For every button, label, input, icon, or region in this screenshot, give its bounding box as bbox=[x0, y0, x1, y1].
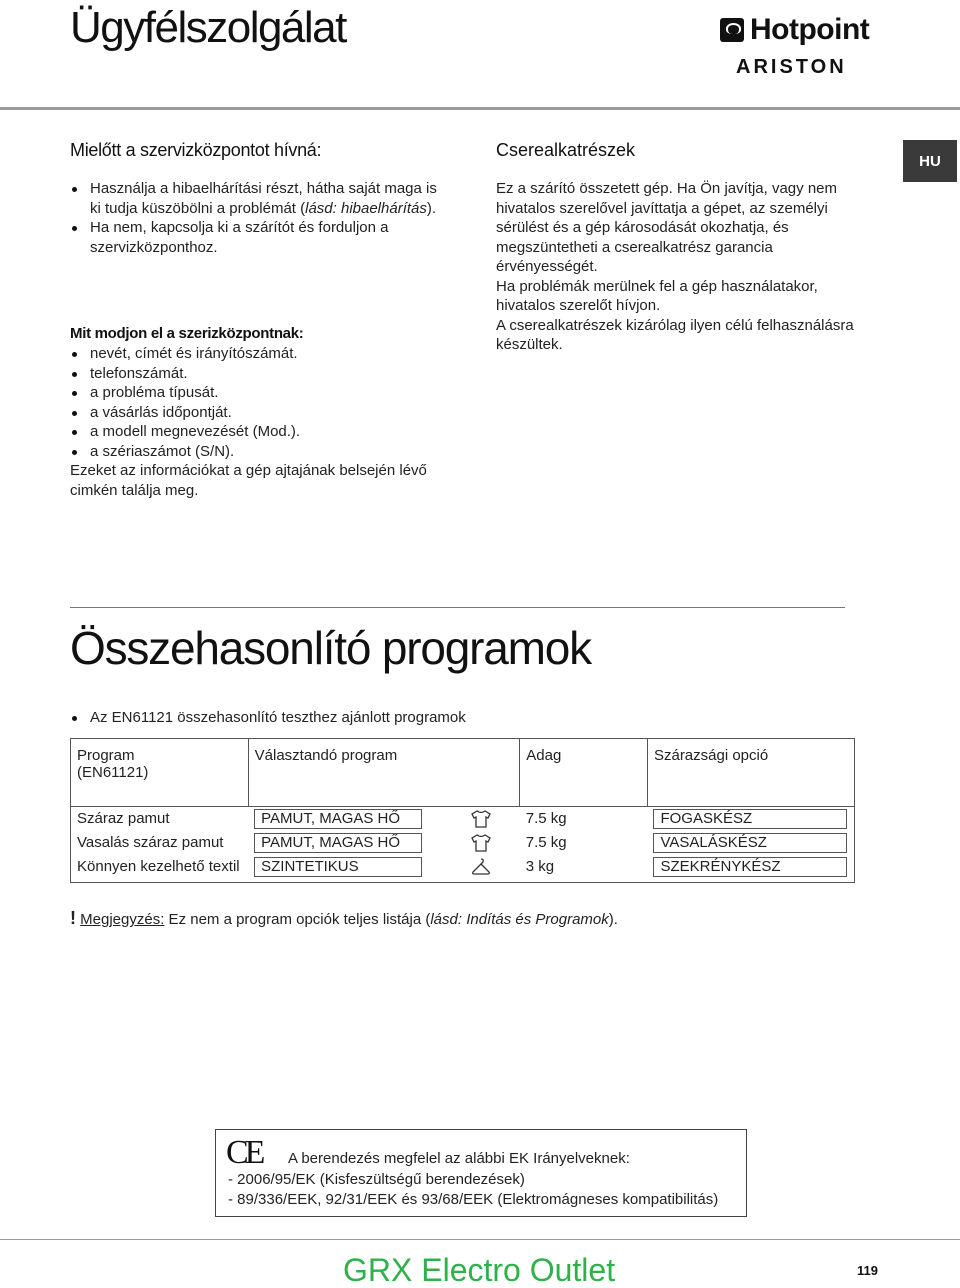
list-item: Az EN61121 összehasonlító teszthez ajánlott programok bbox=[70, 708, 670, 728]
dry-option-cell: SZEKRÉNYKÉSZ bbox=[653, 857, 847, 877]
list-item: a szériaszámot (S/N). bbox=[70, 442, 460, 462]
select-program-cell: PAMUT, MAGAS HŐ bbox=[254, 809, 422, 829]
label-location-note: Ezeket az információkat a gép ajtajának belsején lévő cimkén találja meg. bbox=[70, 462, 427, 499]
header-select: Választandó program bbox=[248, 739, 520, 803]
list-item: nevét, címét és irányítószámát. bbox=[70, 344, 460, 364]
synthetic-hanger-icon bbox=[470, 857, 492, 877]
program-note: ! Megjegyzés: Ez nem a program opciók teljes listája (lásd: Indítás és Programok). bbox=[70, 908, 618, 928]
ce-directive-1: - 2006/95/EK (Kisfeszültségű berendezések) bbox=[228, 1171, 525, 1188]
before-call-section bbox=[70, 140, 450, 257]
program-cell: Vasalás száraz pamut bbox=[71, 831, 249, 855]
header-program: Program (EN61121) bbox=[71, 739, 249, 803]
list-item: Ha nem, kapcsolja ki a szárítót és forduljon a szervizközponthoz. bbox=[70, 218, 450, 257]
spare-parts-p3: A cserealkatrészek kizárólag ilyen célú felhasználásra készültek. bbox=[496, 316, 854, 353]
header-dry: Szárazsági opció bbox=[647, 739, 854, 803]
spare-parts-p2: Ha problémák merülnek fel a gép használatakor, hivatalos szerelőt hívjon. bbox=[496, 277, 818, 314]
list-item: a probléma típusát. bbox=[70, 383, 460, 403]
list-item: Használja a hibaelhárítási részt, hátha saját maga is ki tudja küszöbölni a problémát (lásd: hibaelhárítás). bbox=[70, 179, 450, 218]
spare-parts-heading: Cserealkatrészek bbox=[496, 140, 636, 160]
language-badge: HU bbox=[903, 140, 957, 182]
table-row bbox=[71, 807, 855, 831]
tell-center-section bbox=[70, 325, 460, 500]
cotton-shirt-icon bbox=[470, 809, 492, 829]
dry-option-cell: VASALÁSKÉSZ bbox=[653, 833, 847, 853]
troubleshooting-ref: lásd: hibaelhárítás bbox=[305, 199, 427, 217]
select-program-cell: PAMUT, MAGAS HŐ bbox=[254, 833, 422, 853]
load-cell: 7.5 kg bbox=[520, 807, 648, 831]
table-header-row bbox=[71, 739, 855, 803]
compare-bullet-list bbox=[70, 708, 670, 728]
ce-directive-2: - 89/336/EEK, 92/31/EEK és 93/68/EEK (Elektromágneses kompatibilitás) bbox=[228, 1191, 719, 1208]
spare-parts-p1: Ez a szárító összetett gép. Ha Ön javítja, vagy nem hivatalos szerelővel javíttatja a gépet, az személyi sérülést és a gép károsodását okozhatja, és megszüntetheti a cserealkatrész garancia érvényességét. bbox=[496, 180, 837, 275]
program-cell: Könnyen kezelhető textil bbox=[71, 855, 249, 883]
ce-intro: A berendezés megfelel az alábbi EK Irányelveknek: bbox=[288, 1150, 630, 1167]
tell-center-heading: Mit modjon el a szerizközpontnak: bbox=[70, 325, 304, 342]
compare-title: Összehasonlító programok bbox=[70, 622, 591, 674]
header-load: Adag bbox=[520, 739, 648, 803]
before-call-list bbox=[70, 179, 450, 257]
table-row bbox=[71, 855, 855, 883]
table-row bbox=[71, 831, 855, 855]
cotton-shirt-icon bbox=[470, 833, 492, 853]
select-program-cell: SZINTETIKUS bbox=[254, 857, 422, 877]
footer-divider bbox=[0, 1239, 960, 1240]
section-divider bbox=[70, 607, 845, 608]
header-divider bbox=[0, 107, 960, 110]
programs-ref: lásd: Indítás és Programok bbox=[430, 911, 609, 928]
list-item: telefonszámát. bbox=[70, 364, 460, 384]
footer-watermark: GRX Electro Outlet bbox=[343, 1252, 616, 1288]
note-label: Megjegyzés: bbox=[80, 911, 165, 928]
load-cell: 7.5 kg bbox=[525, 833, 567, 851]
spare-parts-section bbox=[496, 140, 868, 355]
page-number: 119 bbox=[857, 1263, 878, 1278]
program-cell: Száraz pamut bbox=[71, 807, 249, 831]
ce-declaration-box bbox=[215, 1129, 747, 1217]
before-call-heading: Mielőtt a szervizközpontot hívná: bbox=[70, 140, 322, 160]
hotpoint-logo-icon bbox=[720, 18, 744, 42]
list-item: a modell megnevezését (Mod.). bbox=[70, 422, 460, 442]
warning-mark-icon: ! bbox=[70, 908, 76, 928]
logo-sub: ARISTON bbox=[736, 56, 847, 78]
hotpoint-ariston-logo bbox=[720, 14, 882, 90]
comparison-programs-table bbox=[70, 738, 855, 883]
load-cell: 3 kg bbox=[520, 855, 648, 883]
ce-mark-icon: CE bbox=[226, 1134, 262, 1171]
logo-brand: Hotpoint bbox=[750, 13, 870, 46]
list-item: a vásárlás időpontját. bbox=[70, 403, 460, 423]
tell-center-list bbox=[70, 344, 460, 461]
dry-option-cell: FOGASKÉSZ bbox=[653, 809, 847, 829]
page-title: Ügyfélszolgálat bbox=[70, 3, 346, 52]
